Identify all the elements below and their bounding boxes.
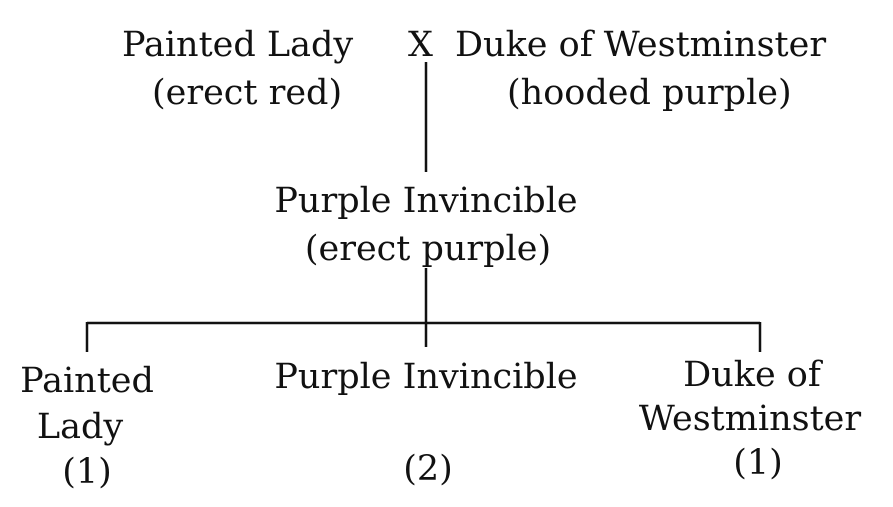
offspring-2-ratio: (2): [403, 449, 453, 489]
hybrid-name: Purple Invincible: [274, 181, 578, 221]
offspring-1-ratio: (1): [62, 452, 112, 492]
parent-right-name: Duke of Westminster: [455, 25, 827, 65]
offspring-2-name: Purple Invincible: [274, 357, 578, 397]
offspring-3-ratio: (1): [733, 443, 783, 483]
hybrid-description: (erect purple): [304, 229, 552, 269]
parent-left-name: Painted Lady: [122, 25, 354, 65]
parent-left-description: (erect red): [152, 73, 343, 113]
offspring-3-name-line1: Duke of: [683, 355, 821, 395]
offspring-1-name-line2: Lady: [36, 407, 124, 447]
cross-symbol: X: [408, 25, 433, 65]
offspring-3-name-line2: Westminster: [638, 399, 862, 439]
offspring-1-name-line1: Painted: [20, 361, 154, 401]
parent-right-description: (hooded purple): [507, 73, 792, 113]
